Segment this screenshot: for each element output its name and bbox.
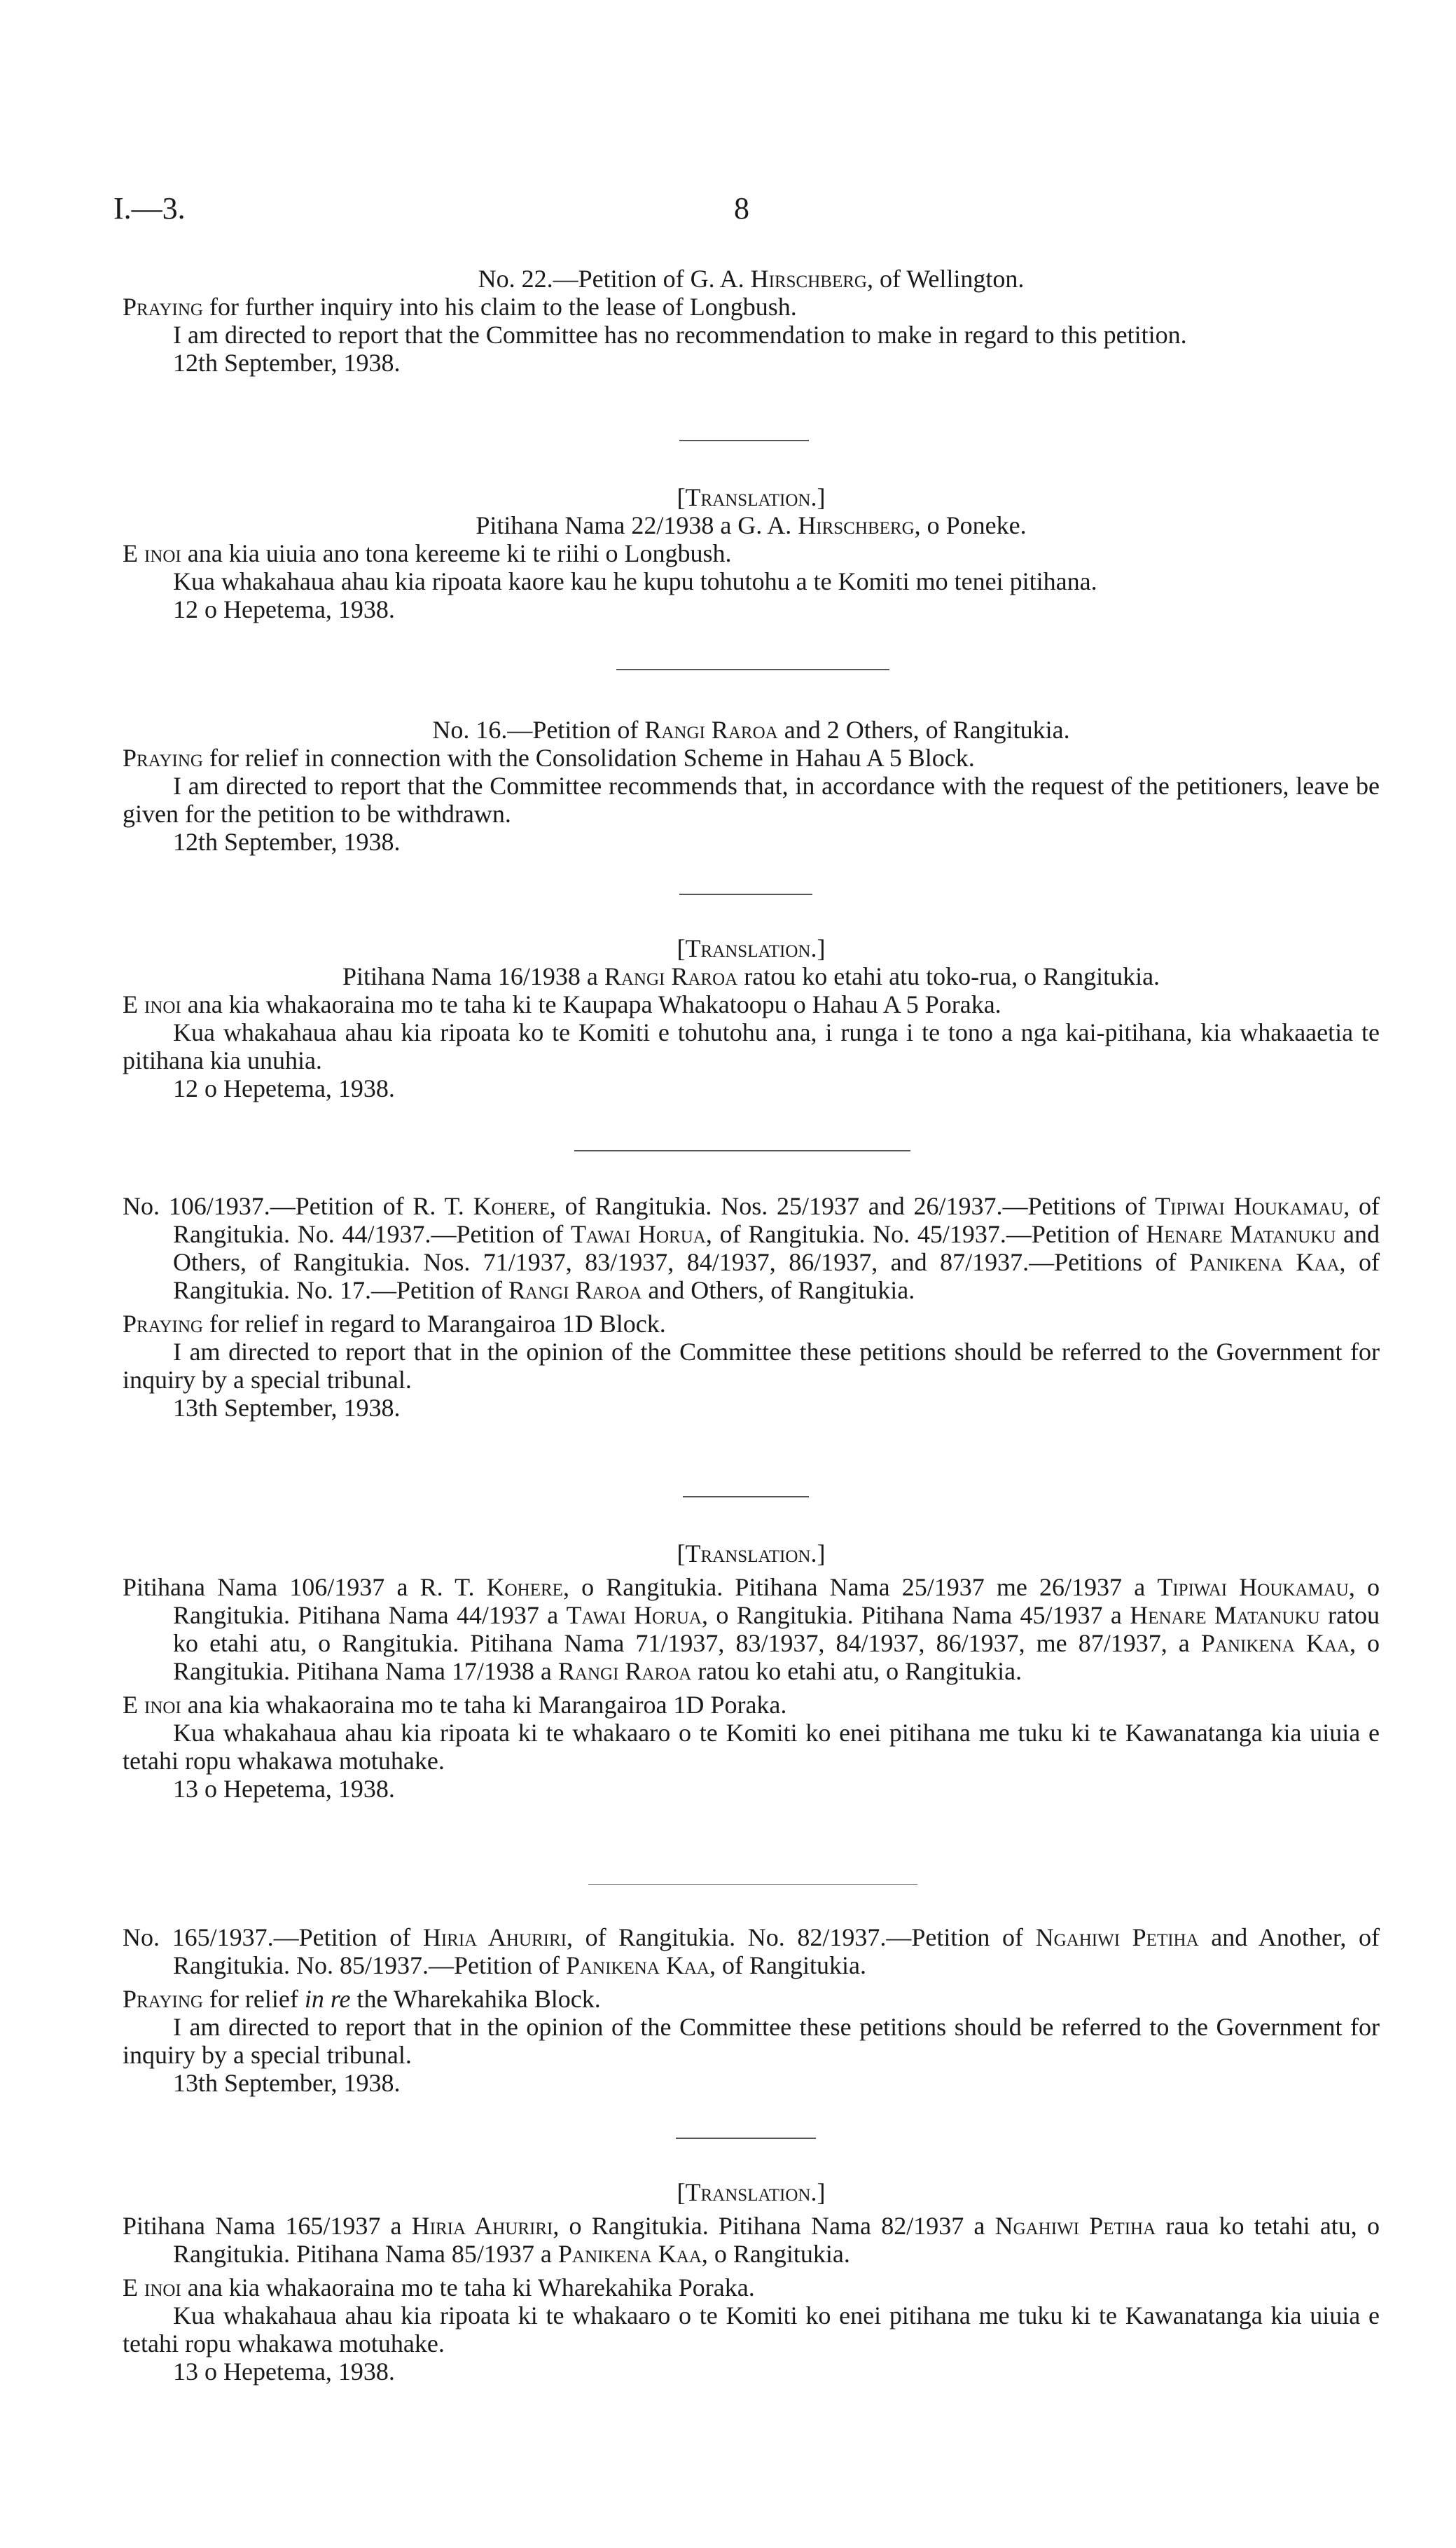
petition-title: Pitihana Nama 22/1938 a G. A. Hirschberg, o Poneke. xyxy=(476,511,1027,539)
document-reference: I.—3. xyxy=(113,191,186,226)
petition-title: Pitihana Nama 16/1938 a Rangi Raroa ratou ko etahi atu toko-rua, o Rangitukia. xyxy=(342,962,1160,990)
translation-label: [Translation.] xyxy=(677,1539,826,1567)
section-divider xyxy=(683,1496,809,1497)
praying-line: Praying for further inquiry into his claim to the lease of Longbush. xyxy=(123,293,797,321)
report-date: 12th September, 1938. xyxy=(173,828,401,856)
section-divider xyxy=(676,2138,816,2139)
report-date: 13 o Hepetema, 1938. xyxy=(173,2357,395,2386)
petition-section xyxy=(123,265,1380,377)
report-text: I am directed to report that in the opinion of the Committee these petitions should be referred to the Government for inquiry by a special tribunal. xyxy=(123,2013,1380,2069)
translation-section xyxy=(123,483,1380,623)
praying-line: Praying for relief in re the Wharekahika Block. xyxy=(123,1985,601,2013)
report-date: 12th September, 1938. xyxy=(173,349,401,377)
petition-section xyxy=(123,1923,1380,2097)
petition-title: No. 16.—Petition of Rangi Raroa and 2 Others, of Rangitukia. xyxy=(432,716,1070,744)
translation-label: [Translation.] xyxy=(677,934,826,962)
report-text: I am directed to report that in the opinion of the Committee these petitions should be referred to the Government for inquiry by a special tribunal. xyxy=(123,1338,1380,1394)
praying-line: Praying for relief in connection with the Consolidation Scheme in Hahau A 5 Block. xyxy=(123,744,975,772)
praying-line: E inoi ana kia whakaoraina mo te taha ki Marangairoa 1D Poraka. xyxy=(123,1691,787,1719)
praying-line: E inoi ana kia uiuia ano tona kereeme ki te riihi o Longbush. xyxy=(123,539,732,567)
translation-label: [Translation.] xyxy=(677,483,826,511)
report-text: I am directed to report that the Committee recommends that, in accordance with the request of the petitioners, leave be given for the petition to be withdrawn. xyxy=(123,772,1380,828)
report-text: Kua whakahaua ahau kia ripoata ki te whakaaro o te Komiti ko enei pitihana me tuku ki te Kawanatanga kia uiuia e tetahi ropu whakawa motuhake. xyxy=(123,2301,1380,2357)
translation-section xyxy=(123,2178,1380,2386)
translation-section xyxy=(123,1539,1380,1803)
petition-title: Pitihana Nama 106/1937 a R. T. Kohere, o Rangitukia. Pitihana Nama 25/1937 me 26/1937 a Tipiwai Houkamau, o Rangitukia. Pitihana Nama 44/1937 a Tawai Horua, o Rangitukia. Pitihana Nama 45/1937 a Henare Matanuku ratou ko etahi atu, o Rangitukia. Pitihana Nama 71/1937, 83/1937, 84/1937, 86/1937, me 87/1937, a Panikena Kaa, o Rangitukia. Pitihana Nama 17/1938 a Rangi Raroa ratou ko etahi atu, o Rangitukia. xyxy=(123,1573,1380,1685)
report-text: Kua whakahaua ahau kia ripoata kaore kau he kupu tohutohu a te Komiti mo tenei pitihana. xyxy=(173,567,1097,595)
report-date: 13th September, 1938. xyxy=(173,2069,401,2097)
section-divider xyxy=(574,1150,910,1151)
petition-title: No. 22.—Petition of G. A. Hirschberg, of Wellington. xyxy=(478,265,1025,293)
page-number: 8 xyxy=(734,191,749,226)
section-divider xyxy=(588,1884,917,1885)
report-text: Kua whakahaua ahau kia ripoata ko te Komiti e tohutohu ana, i runga i te tono a nga kai-pitihana, kia whakaaetia te pitihana kia unuhia. xyxy=(123,1018,1380,1074)
petition-section xyxy=(123,1192,1380,1422)
report-date: 12 o Hepetema, 1938. xyxy=(173,595,395,623)
petition-title: No. 106/1937.—Petition of R. T. Kohere, of Rangitukia. Nos. 25/1937 and 26/1937.—Petitions of Tipiwai Houkamau, of Rangitukia. No. 44/1937.—Petition of Tawai Horua, of Rangitukia. No. 45/1937.—Petition of Henare Matanuku and Others, of Rangitukia. Nos. 71/1937, 83/1937, 84/1937, 86/1937, and 87/1937.—Petitions of Panikena Kaa, of Rangitukia. No. 17.—Petition of Rangi Raroa and Others, of Rangitukia. xyxy=(123,1192,1380,1304)
report-text: I am directed to report that the Committee has no recommendation to make in regard to this petition. xyxy=(173,321,1187,349)
petition-section xyxy=(123,716,1380,856)
report-date: 13th September, 1938. xyxy=(173,1394,401,1422)
section-divider xyxy=(679,894,812,895)
report-text: Kua whakahaua ahau kia ripoata ki te whakaaro o te Komiti ko enei pitihana me tuku ki te Kawanatanga kia uiuia e tetahi ropu whakawa motuhake. xyxy=(123,1719,1380,1775)
section-divider xyxy=(616,669,889,670)
report-date: 13 o Hepetema, 1938. xyxy=(173,1775,395,1803)
petition-title: Pitihana Nama 165/1937 a Hiria Ahuriri, o Rangitukia. Pitihana Nama 82/1937 a Ngahiwi Petiha raua ko tetahi atu, o Rangitukia. Pitihana Nama 85/1937 a Panikena Kaa, o Rangitukia. xyxy=(123,2212,1380,2268)
praying-line: E inoi ana kia whakaoraina mo te taha ki te Kaupapa Whakatoopu o Hahau A 5 Poraka. xyxy=(123,990,1001,1018)
praying-line: E inoi ana kia whakaoraina mo te taha ki Wharekahika Poraka. xyxy=(123,2273,755,2301)
praying-line: Praying for relief in regard to Marangairoa 1D Block. xyxy=(123,1310,666,1338)
section-divider xyxy=(679,440,809,441)
translation-section xyxy=(123,934,1380,1102)
petition-title: No. 165/1937.—Petition of Hiria Ahuriri, of Rangitukia. No. 82/1937.—Petition of Ngahiwi Petiha and Another, of Rangitukia. No. 85/1937.—Petition of Panikena Kaa, of Rangitukia. xyxy=(123,1923,1380,1979)
translation-label: [Translation.] xyxy=(677,2178,826,2206)
report-date: 12 o Hepetema, 1938. xyxy=(173,1074,395,1102)
